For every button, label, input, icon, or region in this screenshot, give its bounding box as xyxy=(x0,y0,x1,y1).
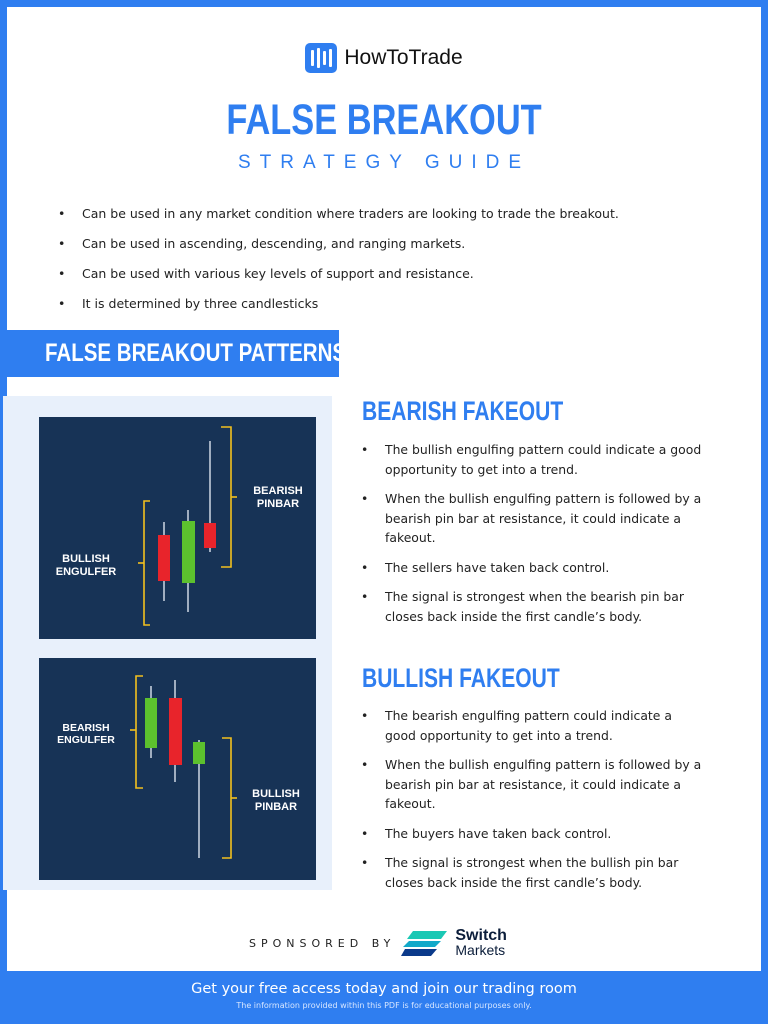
label-engulfer: ENGULFER xyxy=(57,734,115,746)
bearish-fakeout-illustration xyxy=(39,417,316,639)
bracket-right xyxy=(221,427,237,567)
footer-disclaimer: The information provided within this PDF is for educational purposes only. xyxy=(236,1001,532,1010)
footer xyxy=(0,971,768,1024)
candle-bull-1 xyxy=(145,686,157,758)
bracket-right xyxy=(222,738,237,858)
list-item: • When the bullish engulfing pattern is followed by a bearish pin bar at resistance, it could indicate a fakeout. xyxy=(361,489,706,548)
list-item: • Can be used in ascending, descending, and ranging markets. xyxy=(58,233,718,263)
list-item: • The bearish engulfing pattern could indicate a good opportunity to get into a trend. xyxy=(361,706,706,745)
footer-cta[interactable]: Get your free access today and join our trading room xyxy=(191,981,577,997)
candle-bear-2 xyxy=(169,680,182,782)
sponsor-label: SPONSORED BY xyxy=(249,936,396,950)
list-item: • The signal is strongest when the bearish pin bar closes back inside the first candle’s body. xyxy=(361,587,706,626)
bullish-points xyxy=(361,706,706,902)
list-item: • The signal is strongest when the bullish pin bar closes back inside the first candle’s body. xyxy=(361,853,706,892)
sponsor-name-line-1: Switch xyxy=(455,927,507,944)
bullish-fakeout-illustration xyxy=(39,658,316,880)
list-item: • The bullish engulfing pattern could indicate a good opportunity to get into a trend. xyxy=(361,440,706,479)
label-bearish: BEARISH xyxy=(253,485,303,497)
candle-bear-1 xyxy=(158,522,170,601)
bracket-left xyxy=(138,501,150,625)
brand-name: HowToTrade xyxy=(344,46,463,69)
candle-bear-pinbar xyxy=(204,441,216,552)
list-item: • Can be used with various key levels of support and resistance. xyxy=(58,263,718,293)
page-subtitle: STRATEGY GUIDE xyxy=(237,152,531,173)
sponsor-block xyxy=(249,928,507,958)
bar-chart-icon xyxy=(305,43,337,73)
switch-markets-logo-icon xyxy=(401,929,449,957)
section-heading-bar xyxy=(0,330,347,377)
bracket-left xyxy=(130,676,143,788)
candle-bull-pinbar xyxy=(193,740,205,858)
label-bullish: BULLISH xyxy=(252,788,300,800)
bullish-fakeout-title: BULLISH FAKEOUT xyxy=(362,663,560,693)
bearish-points xyxy=(361,440,706,636)
list-item: • Can be used in any market condition where traders are looking to trade the breakout. xyxy=(58,203,718,233)
sponsor-name-line-2: Markets xyxy=(455,942,506,958)
intro-list xyxy=(58,203,718,323)
label-bullish: BULLISH xyxy=(62,553,110,565)
section-heading: FALSE BREAKOUT PATTERNS xyxy=(45,339,347,367)
label-bearish: BEARISH xyxy=(62,722,110,734)
label-engulfer: ENGULFER xyxy=(55,566,117,578)
bearish-fakeout-title: BEARISH FAKEOUT xyxy=(362,396,564,426)
list-item: • The sellers have taken back control. xyxy=(361,558,706,578)
list-item: • When the bullish engulfing pattern is followed by a bearish pin bar at resistance, it could indicate a fakeout. xyxy=(361,755,706,814)
list-item: • The buyers have taken back control. xyxy=(361,824,706,844)
logo xyxy=(0,43,768,73)
label-pinbar: PINBAR xyxy=(256,498,300,510)
label-pinbar: PINBAR xyxy=(254,801,298,813)
candle-bull-2 xyxy=(182,510,195,612)
sponsor-name xyxy=(455,928,507,958)
page-title: FALSE BREAKOUT xyxy=(226,96,542,144)
list-item: • It is determined by three candlesticks xyxy=(58,293,718,323)
